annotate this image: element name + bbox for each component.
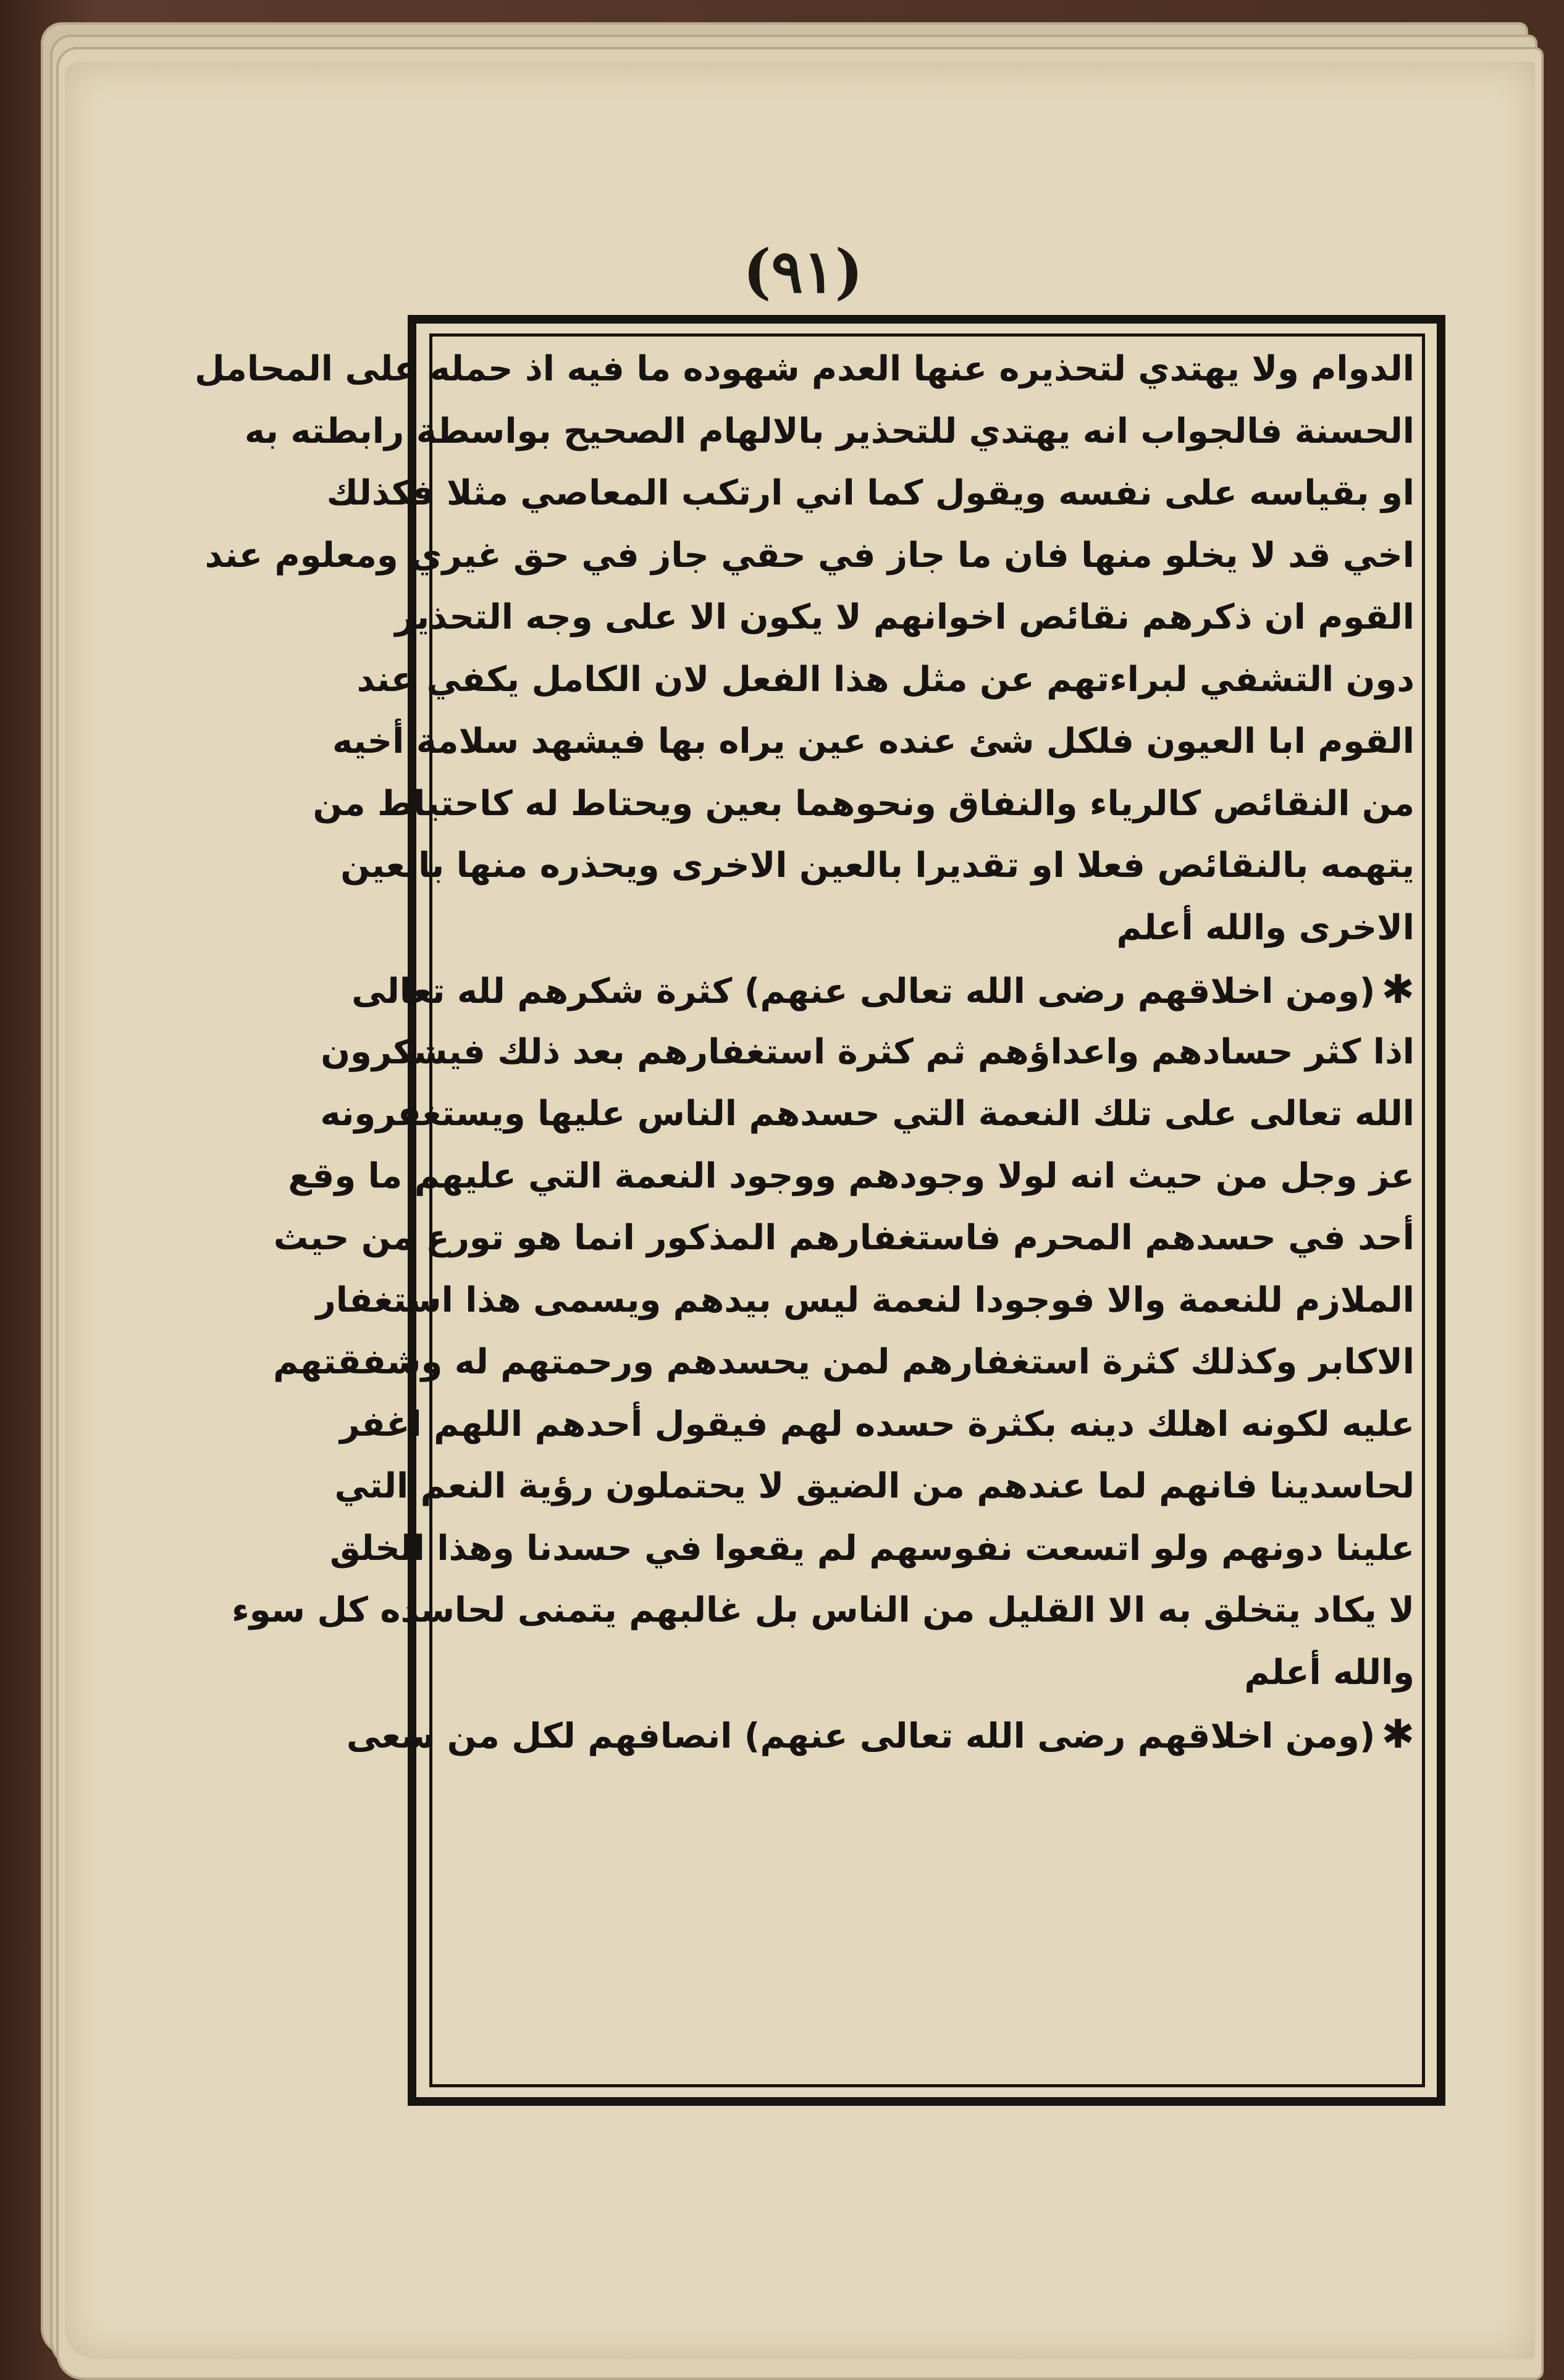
- text-line: يتهمه بالنقائص فعلا او تقديرا بالعين الاخرى ويحذره منها بالعين: [340, 845, 1415, 886]
- section-heading-text: (ومن اخلاقهم رضى الله تعالى عنهم) انصافهم لكل من سعى: [346, 1716, 1376, 1756]
- text-line: أحد في حسدهم المحرم فاستغفارهم المذكور انما هو تورع من حيث: [273, 1218, 1415, 1258]
- text-line: القوم ابا العيون فلكل شئ عنده عين يراه بها فيشهد سلامة أخيه: [332, 721, 1415, 761]
- text-line: عز وجل من حيث انه لولا وجودهم ووجود النعمة التي عليهم ما وقع: [288, 1155, 1415, 1196]
- text-line: الحسنة فالجواب انه يهتدي للتحذير بالالهام الصحيح بواسطة رابطته به: [244, 411, 1415, 451]
- section-heading-line: [351, 959, 1415, 1021]
- manuscript-text-block: [195, 338, 1415, 2086]
- text-line: اذا كثر حسادهم واعداؤهم ثم كثرة استغفارهم بعد ذلك فيشكرون: [321, 1031, 1415, 1072]
- text-line: او بقياسه على نفسه ويقول كما اني ارتكب المعاصي مثلا فكذلك: [326, 473, 1415, 513]
- text-line: دون التشفي لبراءتهم عن مثل هذا الفعل لان الكامل يكفي عند: [356, 659, 1415, 700]
- asterisk-ornament-icon: ✱: [1381, 1712, 1415, 1758]
- text-line: عليه لكونه اهلك دينه بكثرة حسده لهم فيقول أحدهم اللهم اغفر: [340, 1404, 1415, 1444]
- text-line: لا يكاد يتخلق به الا القليل من الناس بل غالبهم يتمنى لحاسده كل سوء: [232, 1590, 1415, 1630]
- text-line: لحاسدينا فانهم لما عندهم من الضيق لا يحتملون رؤية النعم التي: [334, 1466, 1415, 1506]
- text-line: علينا دونهم ولو اتسعت نفوسهم لم يقعوا في حسدنا وهذا الخلق: [329, 1528, 1415, 1569]
- section-heading-text: (ومن اخلاقهم رضى الله تعالى عنهم) كثرة شكرهم لله تعالى: [351, 971, 1376, 1012]
- text-line: الاكابر وكذلك كثرة استغفارهم لمن يحسدهم ورحمتهم له وشفقتهم: [273, 1342, 1415, 1382]
- text-line: الاخرى والله أعلم: [1116, 907, 1415, 948]
- asterisk-ornament-icon: ✱: [1381, 967, 1415, 1013]
- text-line: اخي قد لا يخلو منها فان ما جاز في حقي جاز في حق غيري ومعلوم عند: [204, 535, 1415, 576]
- text-line: الملازم للنعمة والا فوجودا لنعمة ليس بيدهم ويسمى هذا استغفار: [316, 1280, 1415, 1320]
- text-line: الدوام ولا يهتدي لتحذيره عنها العدم شهوده ما فيه اذ حمله على المحامل: [195, 349, 1415, 389]
- text-line: الله تعالى على تلك النعمة التي حسدهم الناس عليها ويستغفرونه: [320, 1094, 1415, 1134]
- page-number: (٩١): [743, 237, 863, 306]
- section-heading-line: [346, 1704, 1415, 1766]
- text-line: من النقائص كالرياء والنفاق ونحوهما بعين ويحتاط له كاحتياط من: [313, 783, 1415, 824]
- text-line: والله أعلم: [1244, 1652, 1415, 1693]
- text-line: القوم ان ذكرهم نقائص اخوانهم لا يكون الا على وجه التحذير: [395, 597, 1415, 637]
